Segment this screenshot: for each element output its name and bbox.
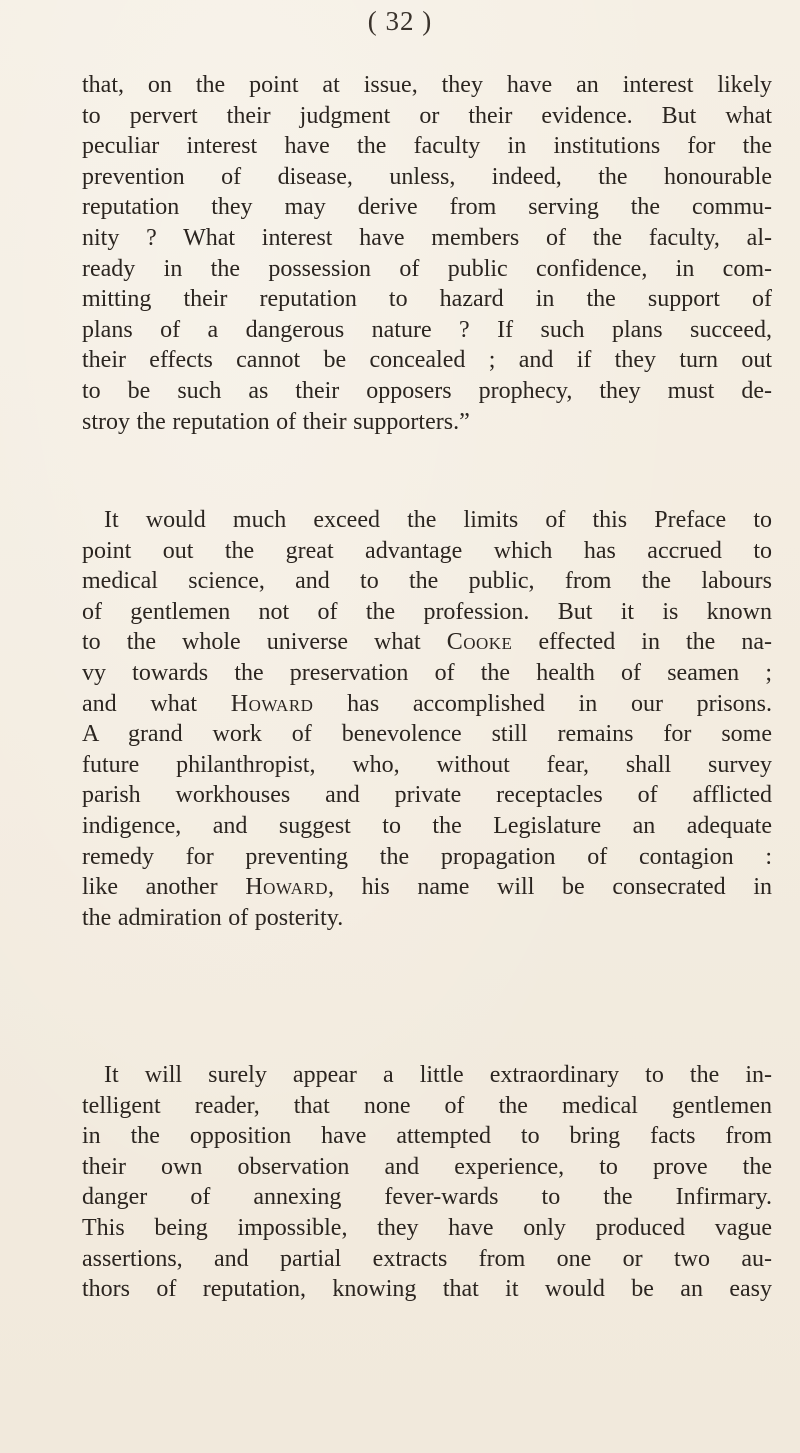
text-line: ready in the possession of public confidence, in com-: [82, 255, 772, 282]
text-line: in the opposition have attempted to bring facts from: [82, 1123, 772, 1150]
text-line: to pervert their judgment or their evidence. But what: [82, 102, 772, 129]
text-line: mitting their reputation to hazard in the support of: [82, 286, 772, 313]
text-line: plans of a dangerous nature ? If such plans succeed,: [82, 316, 772, 343]
paragraph-3: [82, 1060, 772, 1305]
text-line: It will surely appear a little extraordinary to the in-: [104, 1062, 772, 1088]
text-line: remedy for preventing the propagation of contagion :: [82, 843, 772, 870]
text-line: future philanthropist, who, without fear, shall survey: [82, 751, 772, 778]
text-line: prevention of disease, unless, indeed, the honourable: [82, 163, 772, 190]
small-caps-name: Howard: [245, 874, 328, 901]
text-line: to be such as their opposers prophecy, they must de-: [82, 377, 772, 404]
paragraph-1: [82, 70, 772, 437]
text-line: their own observation and experience, to prove the: [82, 1153, 772, 1180]
text-line: danger of annexing fever-wards to the Infirmary.: [82, 1184, 772, 1211]
text-line: stroy the reputation of their supporters.”: [82, 408, 470, 435]
text-line: telligent reader, that none of the medical gentlemen: [82, 1092, 772, 1119]
text-line: assertions, and partial extracts from one or two au-: [82, 1245, 772, 1272]
text-line: of gentlemen not of the profession. But it is known: [82, 598, 772, 625]
text-line: the admiration of posterity.: [82, 904, 344, 931]
text-line: peculiar interest have the faculty in institutions for the: [82, 133, 772, 160]
text-line: This being impossible, they have only produced vague: [82, 1214, 772, 1241]
text-line: to the whole universe what Cooke effected in the na-: [82, 629, 772, 656]
text-line: like another Howard, his name will be consecrated in: [82, 874, 772, 901]
text-line: and what Howard has accomplished in our prisons.: [82, 690, 772, 717]
text-line: reputation they may derive from serving the commu-: [82, 194, 772, 221]
text-line: A grand work of benevolence still remains for some: [82, 721, 772, 748]
text-line: indigence, and suggest to the Legislature an adequate: [82, 812, 772, 839]
text-line: parish workhouses and private receptacles of afflicted: [82, 782, 772, 809]
text-line: point out the great advantage which has accrued to: [82, 537, 772, 564]
text-line: their effects cannot be concealed ; and if they turn out: [82, 347, 772, 374]
page-number: ( 32 ): [367, 6, 433, 36]
small-caps-name: Howard: [230, 690, 314, 717]
text-line: medical science, and to the public, from the labours: [82, 568, 772, 595]
text-line: thors of reputation, knowing that it would be an easy: [82, 1276, 772, 1303]
text-line: that, on the point at issue, they have an interest likely: [82, 72, 772, 98]
small-caps-name: Cooke: [446, 629, 513, 656]
text-line: nity ? What interest have members of the faculty, al-: [82, 224, 772, 251]
text-line: vy towards the preservation of the health of seamen ;: [82, 659, 772, 686]
text-line: It would much exceed the limits of this Preface to: [104, 507, 772, 533]
paragraph-2: [82, 505, 772, 933]
